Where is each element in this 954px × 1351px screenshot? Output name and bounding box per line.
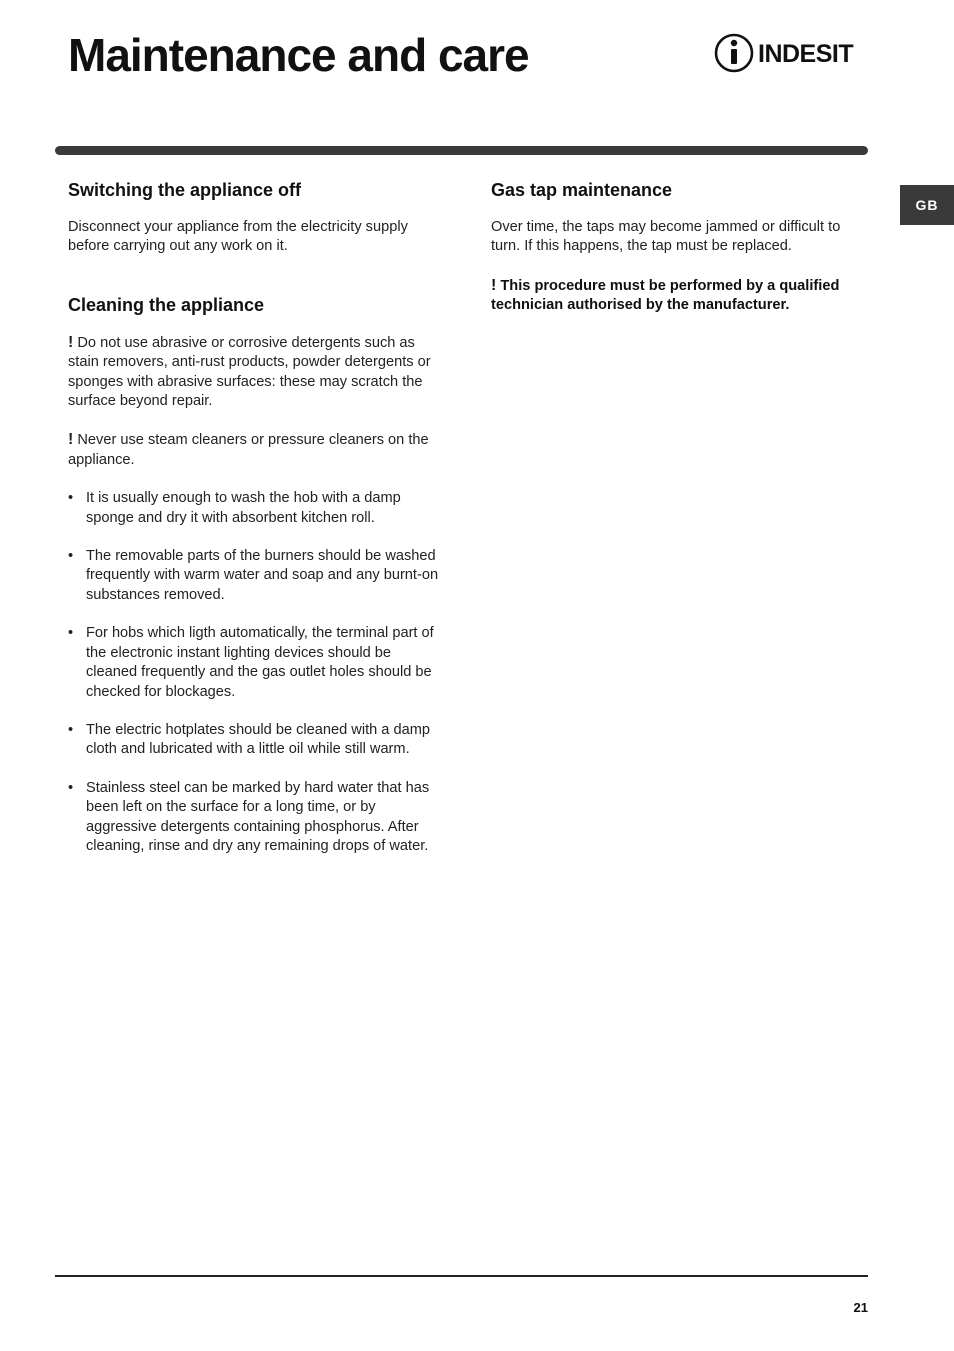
cleaning-bullet-list — [68, 489, 444, 856]
warning-text: Never use steam cleaners or pressure cleaners on the appliance. — [68, 432, 429, 468]
qualified-technician-warning — [491, 276, 867, 316]
section-heading-switching-off: Switching the appliance off — [68, 180, 302, 200]
list-item: • The electric hotplates should be cleaned with a damp cloth and lubricated with a little oil while still warm. — [68, 721, 430, 758]
left-column — [68, 178, 444, 875]
warning-text: This procedure must be performed by a qualified technician authorised by the manufacturer. — [491, 277, 840, 314]
indesit-logo — [714, 32, 874, 74]
bullet-icon: • — [68, 779, 74, 796]
warning-mark: ! — [491, 276, 497, 294]
list-item: • Stainless steel can be marked by hard water that has been left on the surface for a long time, or by aggressive detergents containing phosphorus. After cleaning, rinse and dry any remaining drops of water. — [68, 779, 430, 854]
language-tab: GB — [900, 185, 954, 225]
bullet-icon: • — [68, 625, 74, 642]
list-item: • For hobs which ligth automatically, the terminal part of the electronic instant lighting devices should be cleaned frequently and the gas outlet holes should be checked for blockages. — [68, 625, 434, 700]
bullet-icon: • — [68, 490, 74, 507]
section-heading-gas-tap: Gas tap maintenance — [491, 180, 673, 200]
page-title: Maintenance and care — [68, 29, 529, 81]
brand-wordmark: INDESIT — [758, 40, 854, 68]
section-heading-cleaning: Cleaning the appliance — [68, 294, 265, 315]
switching-off-text: Disconnect your appliance from the electricity supply before carrying out any work on it. — [68, 219, 408, 255]
warning-text: Do not use abrasive or corrosive detergents such as stain removers, anti-rust products, powder detergents or sponges with abrasive surfaces: these may scratch the surface beyond repair. — [68, 334, 431, 410]
right-column — [491, 178, 867, 316]
footer-divider — [55, 1275, 868, 1277]
warning-abrasive — [68, 333, 444, 412]
bullet-icon: • — [68, 721, 74, 738]
list-item: • It is usually enough to wash the hob with a damp sponge and dry it with absorbent kitchen roll. — [68, 490, 401, 526]
gas-tap-text: Over time, the taps may become jammed or difficult to turn. If this happens, the tap must be replaced. — [491, 219, 841, 255]
warning-mark: ! — [68, 431, 74, 449]
bullet-icon: • — [68, 548, 74, 565]
warning-steam — [68, 430, 444, 470]
page-number: 21 — [853, 1300, 868, 1315]
header-divider — [55, 146, 868, 155]
warning-mark: ! — [68, 333, 74, 351]
list-item: • The removable parts of the burners should be washed frequently with warm water and soap and any burnt-on substances removed. — [68, 548, 439, 603]
